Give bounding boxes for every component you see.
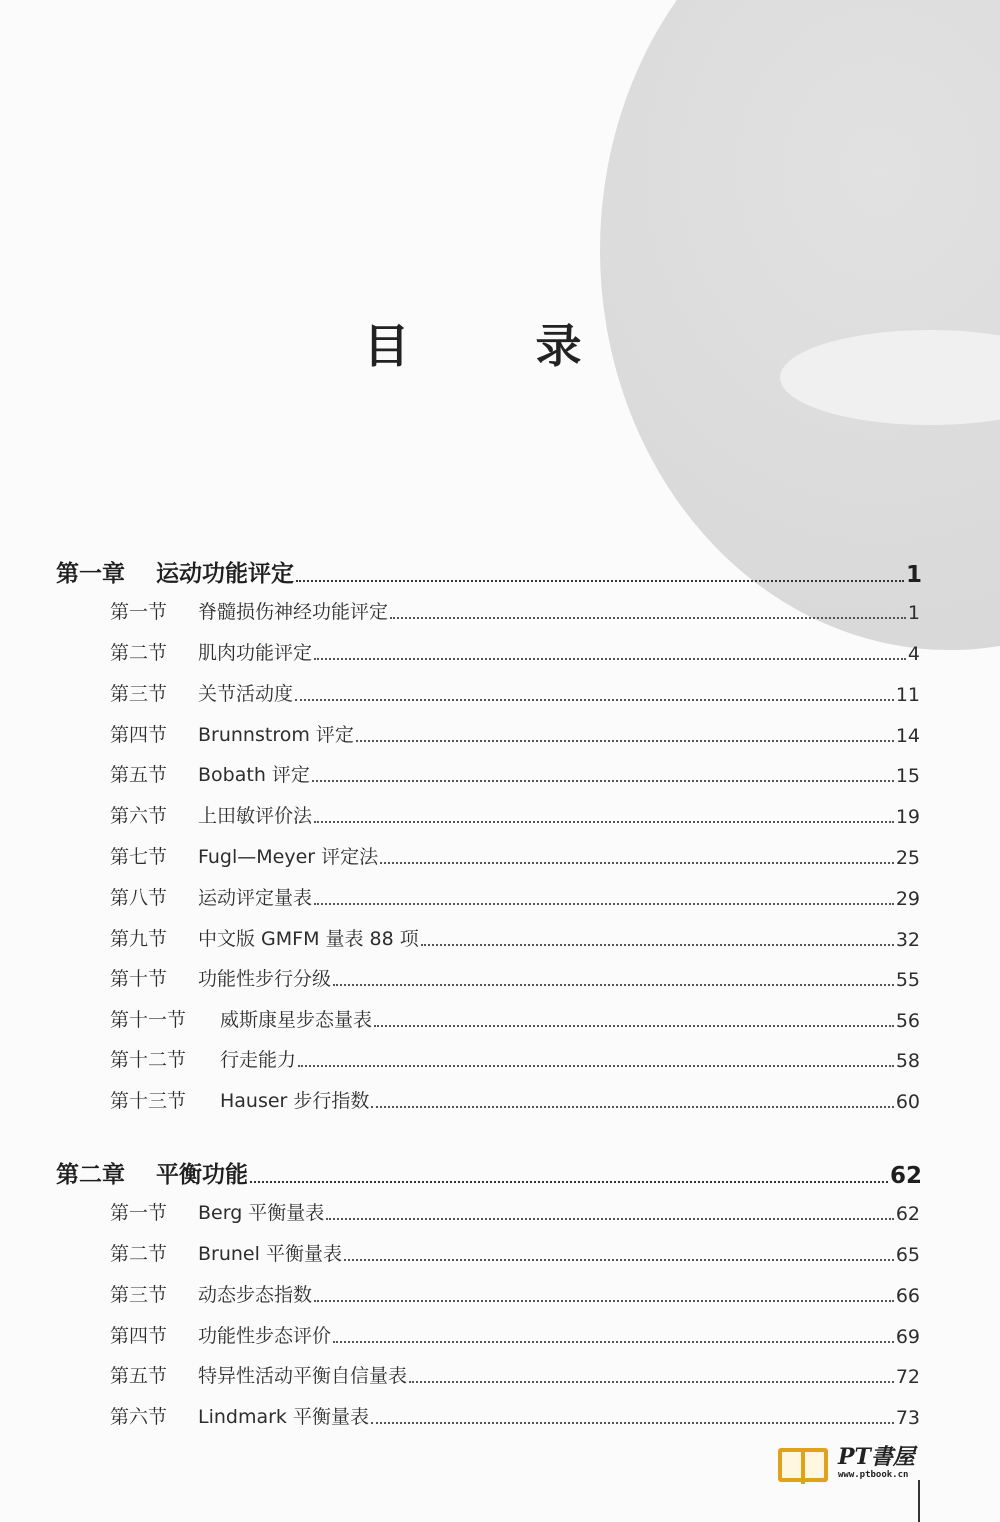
chapter-label: 第二章	[56, 1162, 125, 1188]
section-page-number: 62	[895, 1203, 920, 1225]
watermark-logo	[778, 1440, 953, 1490]
dot-leader	[380, 862, 894, 864]
section-page-number: 29	[895, 888, 920, 910]
page-edge-mark	[918, 1480, 920, 1522]
dot-leader	[356, 740, 894, 742]
chapter-1-entry[interactable]	[56, 555, 922, 588]
toc-section-entry[interactable]	[110, 801, 920, 828]
section-name: 上田敏评价法	[198, 805, 313, 827]
section-label: 第十二节	[110, 1049, 187, 1071]
section-name: 关节活动度	[198, 683, 294, 705]
dot-leader	[298, 1065, 894, 1067]
toc-section-entry[interactable]	[110, 1402, 920, 1429]
section-label: 第三节	[110, 683, 168, 705]
toc-section-entry[interactable]	[110, 924, 920, 951]
dot-leader	[333, 984, 894, 986]
chapter-name: 运动功能评定	[156, 561, 294, 587]
section-page-number: 69	[895, 1326, 920, 1348]
section-page-number: 14	[895, 725, 920, 747]
section-page-number: 15	[895, 765, 920, 787]
chapter-page-number: 1	[905, 562, 922, 588]
section-name: Fugl—Meyer 评定法	[198, 846, 379, 868]
dot-leader	[326, 1218, 894, 1220]
dot-leader	[344, 1259, 894, 1261]
section-name: Hauser 步行指数	[220, 1090, 370, 1112]
section-name: Lindmark 平衡量表	[198, 1406, 369, 1428]
dot-leader	[314, 821, 894, 823]
section-page-number: 1	[907, 602, 920, 624]
page-title: 目 录	[363, 319, 637, 373]
section-label: 第十三节	[110, 1090, 187, 1112]
section-label: 第五节	[110, 1365, 168, 1387]
toc-section-entry[interactable]	[110, 760, 920, 787]
section-label: 第六节	[110, 1406, 168, 1428]
toc-section-entry[interactable]	[110, 1280, 920, 1307]
section-name: 特异性活动平衡自信量表	[198, 1365, 408, 1387]
section-page-number: 60	[895, 1091, 920, 1113]
book-icon	[778, 1448, 828, 1482]
dot-leader	[371, 1422, 894, 1424]
dot-leader	[374, 1025, 894, 1027]
section-page-number: 11	[895, 684, 920, 706]
section-label: 第五节	[110, 764, 168, 786]
dot-leader	[390, 617, 906, 619]
dot-leader	[421, 944, 894, 946]
chapter-2-entry[interactable]	[56, 1156, 922, 1189]
dot-leader	[296, 580, 904, 582]
section-label: 第八节	[110, 887, 168, 909]
section-label: 第一节	[110, 1202, 168, 1224]
logo-text: PT書屋	[838, 1444, 915, 1470]
section-name: Bobath 评定	[198, 764, 310, 786]
section-page-number: 55	[895, 969, 920, 991]
chapter-name: 平衡功能	[156, 1162, 248, 1188]
dot-leader	[250, 1181, 888, 1183]
section-label: 第二节	[110, 1243, 168, 1265]
toc-section-entry[interactable]	[110, 597, 920, 624]
section-label: 第十节	[110, 968, 168, 990]
toc-section-entry[interactable]	[110, 1321, 920, 1348]
section-name: 威斯康星步态量表	[220, 1009, 373, 1031]
section-name: 功能性步行分级	[198, 968, 332, 990]
section-label: 第四节	[110, 724, 168, 746]
chapter-page-number: 62	[889, 1163, 922, 1189]
section-name: 中文版 GMFM 量表 88 项	[198, 928, 419, 950]
toc-section-entry[interactable]	[110, 638, 920, 665]
section-page-number: 58	[895, 1050, 920, 1072]
dot-leader	[312, 780, 894, 782]
dot-leader	[295, 699, 894, 701]
section-label: 第七节	[110, 846, 168, 868]
section-page-number: 32	[895, 929, 920, 951]
dot-leader	[314, 1300, 894, 1302]
section-label: 第九节	[110, 928, 168, 950]
toc-section-entry[interactable]	[110, 1198, 920, 1225]
toc-section-entry[interactable]	[110, 1005, 920, 1032]
section-name: 行走能力	[220, 1049, 297, 1071]
dot-leader	[371, 1106, 893, 1108]
section-page-number: 19	[895, 806, 920, 828]
section-page-number: 66	[895, 1285, 920, 1307]
toc-section-entry[interactable]	[110, 1045, 920, 1072]
section-page-number: 56	[895, 1010, 920, 1032]
section-label: 第三节	[110, 1284, 168, 1306]
toc-section-entry[interactable]	[110, 1361, 920, 1388]
section-page-number: 65	[895, 1244, 920, 1266]
section-name: 功能性步态评价	[198, 1325, 332, 1347]
section-name: Berg 平衡量表	[198, 1202, 325, 1224]
toc-section-entry[interactable]	[110, 964, 920, 991]
toc-section-entry[interactable]	[110, 720, 920, 747]
section-label: 第六节	[110, 805, 168, 827]
toc-section-entry[interactable]	[110, 679, 920, 706]
dot-leader	[333, 1341, 894, 1343]
section-page-number: 72	[895, 1366, 920, 1388]
toc-section-entry[interactable]	[110, 883, 920, 910]
section-name: 脊髓损伤神经功能评定	[198, 601, 389, 623]
section-name: 运动评定量表	[198, 887, 313, 909]
section-name: Brunel 平衡量表	[198, 1243, 342, 1265]
section-name: 肌肉功能评定	[198, 642, 313, 664]
toc-section-entry[interactable]	[110, 1086, 920, 1113]
logo-url: www.ptbook.cn	[838, 1470, 909, 1480]
section-page-number: 73	[895, 1407, 920, 1429]
section-name: Brunnstrom 评定	[198, 724, 354, 746]
section-page-number: 25	[895, 847, 920, 869]
toc-section-entry[interactable]	[110, 1239, 920, 1266]
section-label: 第二节	[110, 642, 168, 664]
dot-leader	[314, 658, 906, 660]
section-label: 第四节	[110, 1325, 168, 1347]
section-page-number: 4	[907, 643, 920, 665]
chapter-label: 第一章	[56, 561, 125, 587]
section-label: 第十一节	[110, 1009, 187, 1031]
dot-leader	[409, 1381, 894, 1383]
section-name: 动态步态指数	[198, 1284, 313, 1306]
dot-leader	[314, 903, 894, 905]
section-label: 第一节	[110, 601, 168, 623]
toc-section-entry[interactable]	[110, 842, 920, 869]
